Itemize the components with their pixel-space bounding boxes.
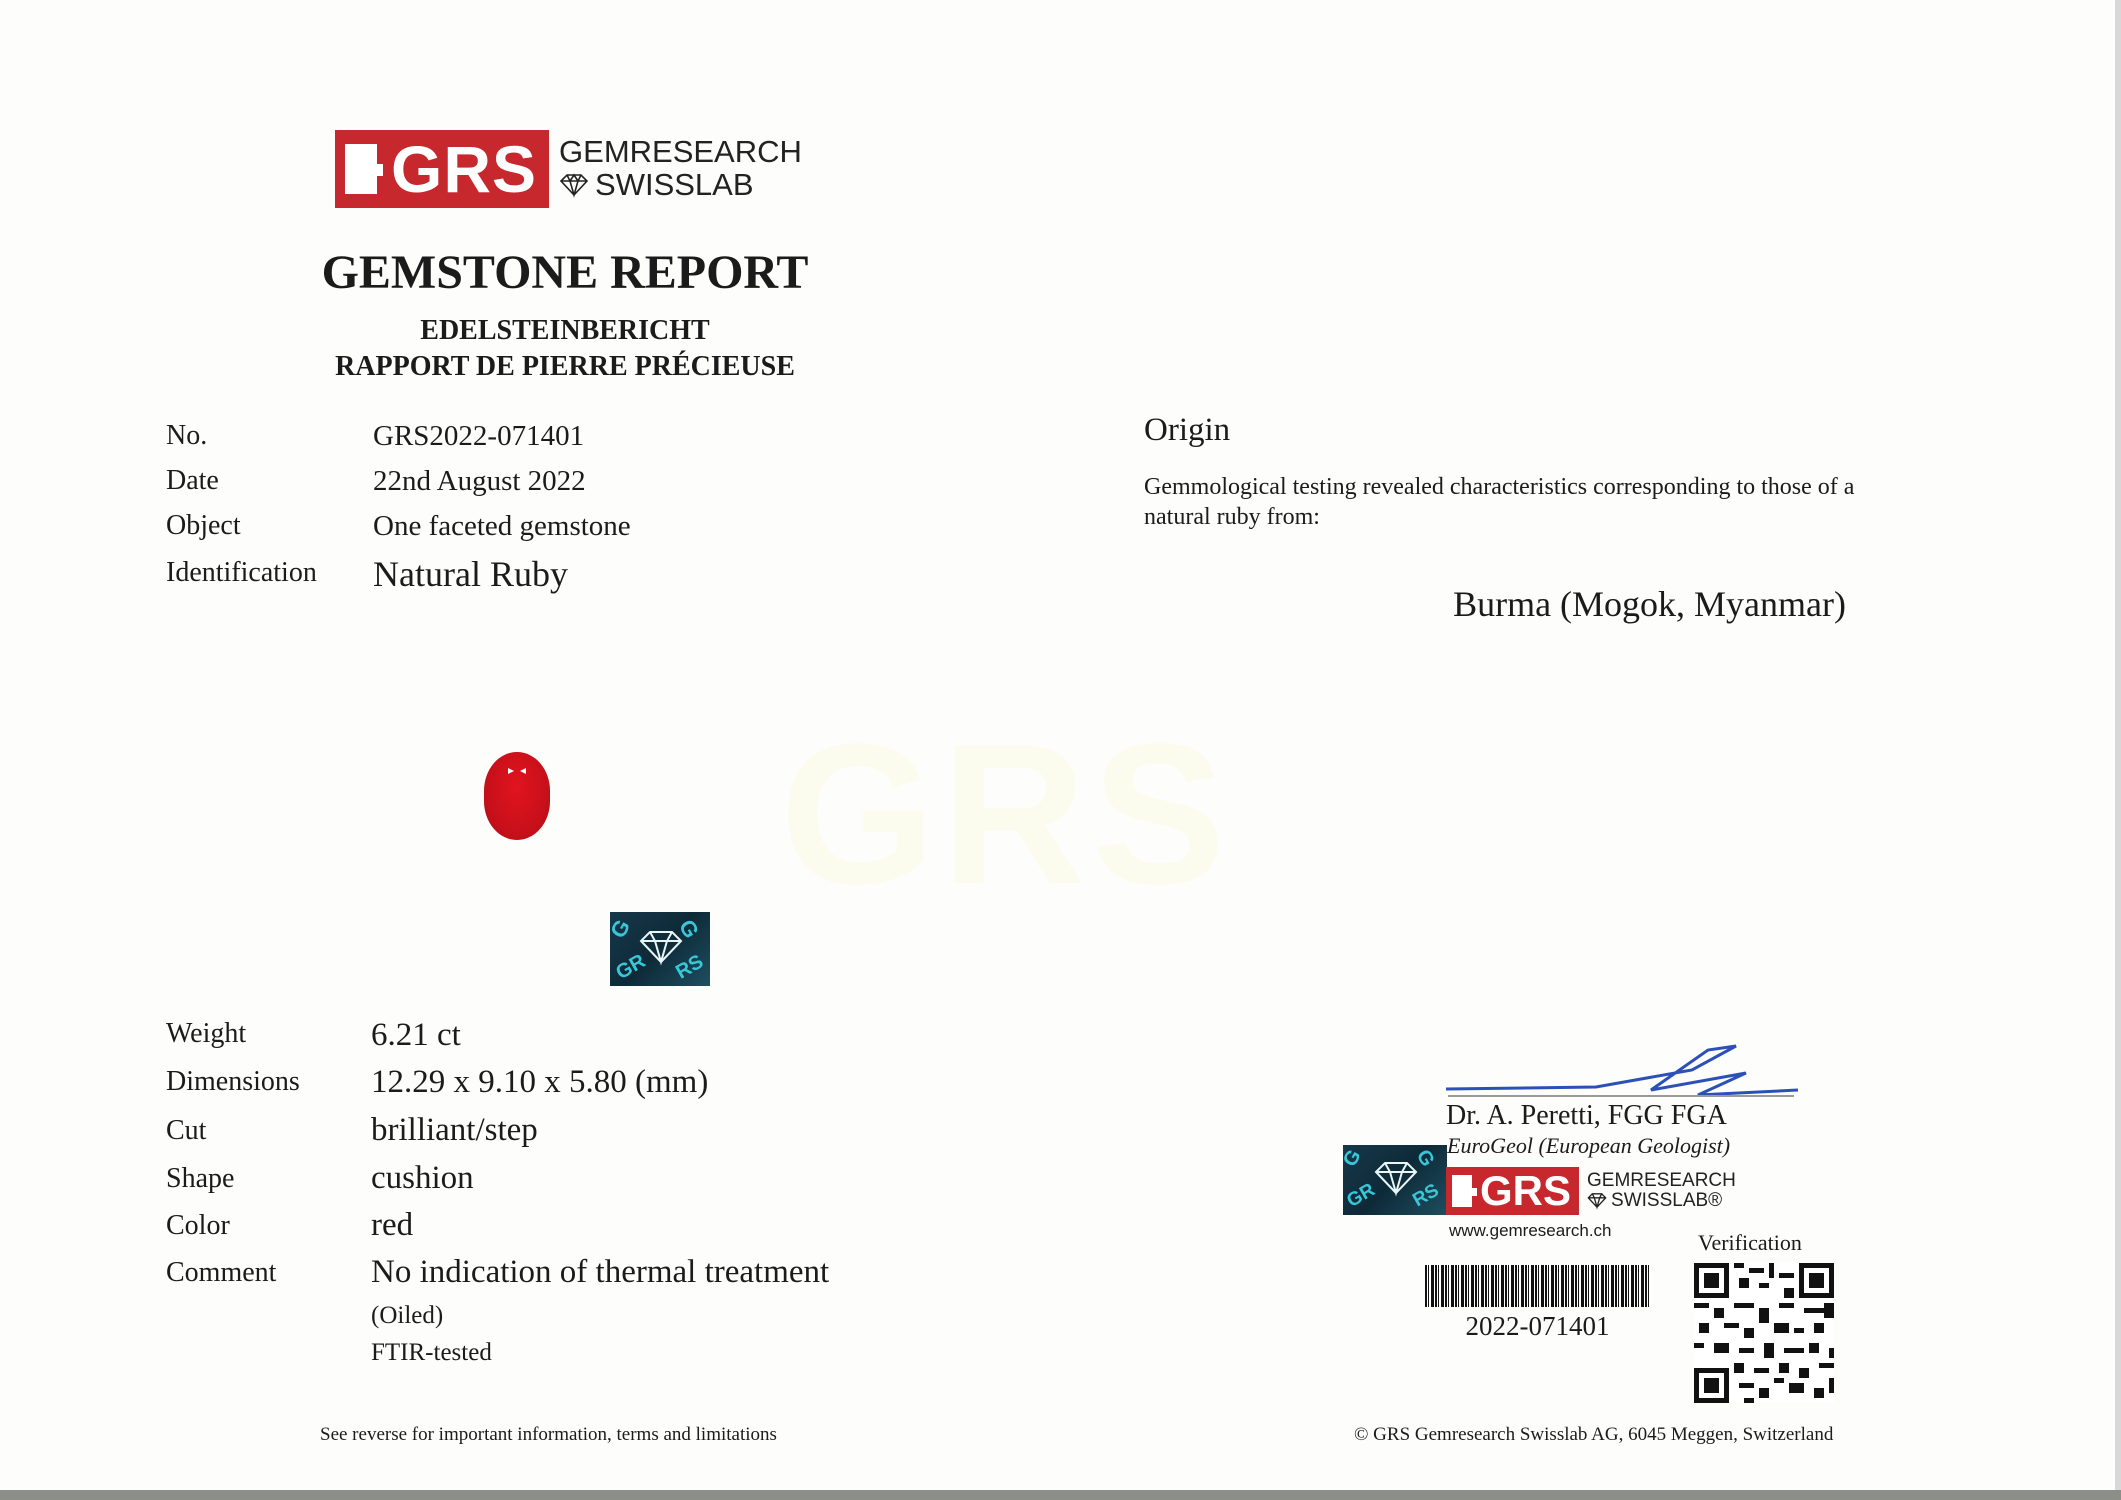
value-dimensions: 12.29 x 9.10 x 5.80 (mm) (371, 1064, 709, 1100)
hologram-text: G (1411, 1146, 1439, 1171)
logo-line-swisslab: SWISSLAB (595, 167, 754, 202)
value-cut: brilliant/step (371, 1112, 538, 1148)
grs-logo-mark (1446, 1167, 1579, 1215)
signatory-name: Dr. A. Peretti, FGG FGA (1446, 1100, 1727, 1131)
origin-heading: Origin (1144, 412, 1231, 448)
value-weight: 6.21 ct (371, 1017, 461, 1053)
hologram-text: GR (1343, 1179, 1379, 1212)
grs-watermark: GRS (780, 703, 1232, 926)
logo-line-gemresearch: GEMRESEARCH (1587, 1170, 1736, 1192)
value-color: red (371, 1207, 414, 1243)
qr-code[interactable] (1694, 1263, 1834, 1403)
hologram-text: GR (612, 950, 650, 985)
grs-logo-small (1446, 1167, 1736, 1215)
value-comment: No indication of thermal treatment (371, 1254, 830, 1290)
value-identification: Natural Ruby (373, 554, 568, 594)
ruby-sparkle (520, 768, 526, 774)
label-identification: Identification (166, 557, 317, 588)
qr-code-graphic (1694, 1263, 1834, 1403)
grs-logo-subtext (559, 136, 802, 201)
value-no: GRS2022-071401 (373, 420, 585, 452)
report-subtitle-de: EDELSTEINBERICHT (420, 315, 710, 346)
comment-oiled: (Oiled) (371, 1302, 444, 1329)
label-object: Object (166, 510, 241, 541)
comment-ftir: FTIR-tested (371, 1339, 492, 1366)
diamond-icon (1373, 1161, 1419, 1195)
verification-label: Verification (1698, 1230, 1802, 1255)
diamond-icon (1587, 1193, 1607, 1208)
label-weight: Weight (166, 1018, 247, 1049)
origin-text: Gemmological testing revealed characteristics corresponding to those of a natural ruby from: (1144, 474, 1855, 530)
grs-logo-subtext (1587, 1171, 1736, 1211)
signature-line (1448, 1095, 1794, 1097)
value-shape: cushion (371, 1160, 474, 1196)
report-title: GEMSTONE REPORT (321, 246, 809, 299)
barcode (1425, 1265, 1650, 1307)
origin-value: Burma (Mogok, Myanmar) (1453, 584, 1846, 624)
hologram-sticker (1338, 1145, 1447, 1215)
value-date: 22nd August 2022 (373, 465, 586, 497)
swiss-cross-icon (1452, 1175, 1472, 1207)
logo-line-swisslab-row (559, 169, 802, 202)
label-comment: Comment (166, 1257, 277, 1288)
hologram-text: G (673, 915, 705, 943)
grs-logo (335, 130, 802, 208)
page-edge-right (2115, 0, 2121, 1490)
grs-logo-text: GRS (391, 132, 538, 206)
website-link[interactable]: www.gemresearch.ch (1449, 1221, 1612, 1240)
label-shape: Shape (166, 1163, 235, 1194)
hologram-text: RS (672, 950, 708, 984)
diamond-icon (638, 930, 684, 964)
label-no: No. (166, 420, 208, 451)
logo-line-swisslab: SWISSLAB® (1611, 1190, 1723, 1211)
logo-line-swisslab-row (1587, 1191, 1736, 1211)
footer-copyright: © GRS Gemresearch Swisslab AG, 6045 Meggen, Switzerland (1354, 1424, 1834, 1445)
grs-logo-text: GRS (1480, 1167, 1572, 1214)
label-color: Color (166, 1210, 230, 1241)
label-cut: Cut (166, 1115, 207, 1146)
report-subtitle-fr: RAPPORT DE PIERRE PRÉCIEUSE (335, 351, 795, 382)
value-object: One faceted gemstone (373, 510, 631, 542)
ruby-sparkle (508, 768, 514, 774)
barcode-number: 2022-071401 (1465, 1311, 1610, 1341)
hologram-text: RS (1409, 1179, 1443, 1212)
signatory-title: EuroGeol (European Geologist) (1447, 1133, 1731, 1158)
label-date: Date (166, 465, 219, 496)
diamond-icon (559, 174, 589, 196)
page-edge-bottom (0, 1490, 2121, 1500)
swiss-cross-icon (345, 144, 377, 194)
footer-disclaimer: See reverse for important information, terms and limitations (320, 1424, 777, 1445)
ruby-image (484, 752, 550, 840)
hologram-sticker (605, 912, 710, 986)
grs-logo-mark (335, 130, 549, 208)
logo-line-gemresearch: GEMRESEARCH (559, 134, 802, 170)
label-dimensions: Dimensions (166, 1066, 300, 1097)
hologram-text: G (1338, 1146, 1366, 1171)
hologram-text: G (605, 915, 636, 943)
